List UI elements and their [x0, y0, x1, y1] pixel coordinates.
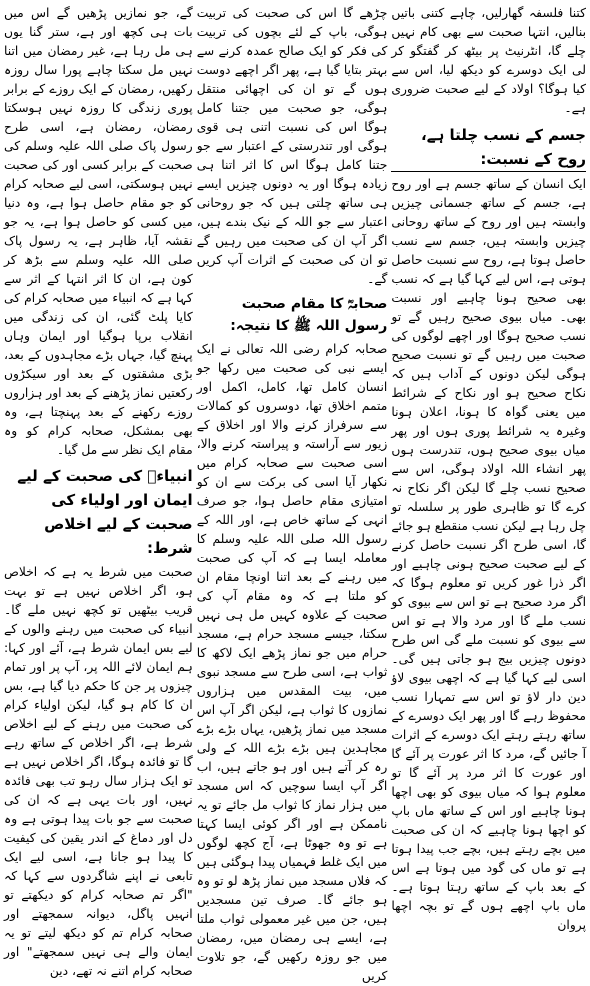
paragraph-middle-main: صحابہ کرام رضی اللہ تعالی نے ایک ایسے نبی کی صحبت میں رکھا جو انسان کامل تھا، کامل، اکمل اور متمم اخلاق تھا، دوسروں کو کمالات سے سرفراز کرنے والا اور اخلاق کے زیور سے آراستہ و پیراستہ کرنے والا، اسی صحبت سے صحابہ کرام میں نکھار آیا اسی کی برکت سے ان کو امتیازی مقام حاصل ہوا، جو صرف انہی کے ساتھ خاص ہے، اور اللہ کے رسول اللہ صلی اللہ علیہ وسلم کا معاملہ ایسا ہے کہ آپ کی صحبت میں رہنے کے بعد اتنا اونچا مقام ان کو ملتا ہے کہ وہ مقام آپ کی صحبت کے علاوہ کہیں مل ہی نہیں سکتا، جیسے مسجد حرام ہے، مسجد حرام میں جو نماز پڑھے ایک لاکھ کا ثواب ہے، اسی طرح سے مسجد نبوی میں، بیت المقدس میں ہزاروں نمازوں کا ثواب ہے، لیکن اگر آپ اس مسجد میں نماز پڑھیں، یہاں بڑے بڑے مجاہدین ہیں بڑے بڑے اللہ کے ولی رہ کر آتے ہیں اور ہو جاتے ہیں، اب اگر آپ ایسا سوچیں کہ اس مسجد میں ہزار نماز کا ثواب مل جائے تو یہ ناممکن ہے اور اگر کوئی ایسا کہتا ہے تو وہ جھوٹا ہے، آج کچھ لوگوں میں ایک غلط فہمیاں پیدا ہوگئی ہیں کہ فلاں مسجد میں نماز پڑھ لو تو وہ ہو جائے گا۔ صرف تین مسجدیں ہیں، جن میں غیر معمولی ثواب ملتا ہے، ایسے ہی رمضان میں، رمضان میں جو روزہ رکھیں گے، جو تلاوت کریں: [196, 342, 388, 983]
column-middle: [196, 4, 388, 983]
paragraph-middle-top: چڑھے گا اس کی صحبت کی تربیت ہوگی، باپ کے لئے بچوں کی تربیت کی فکر کو ایک صالح عمدہ کرنے سے بہتر بتایا گیا ہے، پھر اگر اچھے دوست ہوں گے تو ان کی اچھائی منتقل ہوگی، جو صحبت میں جتنا کامل ہوگا اس کی نسبت اتنی ہی قوی ہوگی اور تندرستی کے اعتبار سے جو جتنا کامل ہوگا اس کا اثر اتنا ہی زیادہ ہوگا اور یہ دونوں چیزیں ایسے ہی ساتھ چلتی ہیں کہ جو روحانی اعتبار سے جو اللہ کے نیک بندے ہیں، اگر آپ ان کی صحبت میں رہیں گے تو ان کی صحبت کے اثرات آپ کریں گے۔: [196, 6, 388, 286]
paragraph-right-main: ایک انسان کے ساتھ جسم ہے اور روح ہے، جسم کے ساتھ جسمانی چیزیں وابستہ ہیں اور روح کے ساتھ روحانی چیزیں وابستہ ہیں، جسم سے نسب حاصل ہوتا ہے، روح سے نسبت حاصل ہوتی ہے، اس لیے کہا گیا ہے کہ نسب بھی صحیح ہونا چاہیے اور نسبت بھی۔ میاں بیوی صحیح رہیں گے تو نسب صحیح ہوگا اور اچھے لوگوں کی صحبت میں رہیں گے تو نسبت صحیح ہوگی لیکن دونوں کے آداب ہیں کہ نکاح صحیح ہو اور نکاح کے شرائط میں یعنی گواہ کا ہونا، اعلان ہونا وغیرہ یہ شرائط پوری ہوں اور پھر میاں بیوی صحیح ہوں، تندرست ہوں پھر انشاء اللہ اولاد ہوگی، اس سے صحیح نسب چلے گا لیکن اگر نکاح نہ کرے گا تو ظاہری طور پر سلسلہ تو چل رہا ہے لیکن نسب منقطع ہو جائے گا، اسی طرح اگر نسبت حاصل کرنے کے لیے صحبت صحیح ہونی چاہیے اور اگر ذرا غور کریں تو معلوم ہوگا کہ اگر مرد صحیح ہے تو اس سے بیوی کو نسب ملے گا اور مرد والا ہے تو اس سے بیوی کو نسبت ملے گی اس طرح دونوں چیزیں بیج ہو جاتی ہیں گی۔ اسی لیے کہا گیا ہے کہ اچھی بیوی لاؤ دین دار لاؤ تو اس سے تمہارا نسب محفوظ رہے گا اور پھر ایک دوسرے کے ساتھ رہتے رہتے ایک دوسرے کے اثرات آ جائیں گے، مرد کا اثر عورت پر آئے گا اور عورت کا اثر مرد پر آئے گا تو معلوم ہوا کہ میاں بیوی کو بھی اچھا ہونا چاہیے اور اس کے ساتھ ماں باپ کو اچھا ہونا چاہیے کہ ان کی صحبت میں بچے رہتے ہیں، بچے جب پیدا ہوتا ہے تو ماں کی گود میں ہوتا ہے اس کے بعد باپ کے ساتھ رہتا ہوتا ہے۔ ماں باپ اچھے ہوں گے تو بچہ اچھا پروان: [391, 177, 586, 932]
section-heading-body-soul: جسم کے نسب چلتا ہے، روح کے نسبت:: [391, 123, 586, 172]
column-right: [391, 4, 586, 932]
section-heading-prophets-saints: انبیاءؑ کی صحبت کے لیے ایمان اور اولیاء کی صحبت کے لیے اخلاص شرط:: [17, 467, 193, 557]
paragraph-left-top: گے، جو نمازیں پڑھیں گے اس میں بات ہی کچھ اور ہے، ستر گنا یوں ہی مل رہا ہے، غیر رمضان میں اتنا نہیں مل سکتا چاہے پورا سال روزہ رکھیں، رمضان کے ایک روزے کے برابر پوری زندگی کا روزہ نہیں ہوسکتا رمضان، رمضان ہے، اسی طرح رسول پاک صلی اللہ علیہ وسلم کی صحبت کے برابر کسی اور کی صحبت نہیں ہوسکتی، اسی لیے صحابہ کرام کو جو مقام حاصل ہوا ہے، وہ دنیا میں کسی کو حاصل ہوا ہے، یہ جو نقشہ آیا، ظاہر ہے، یہ رسول پاک صلی اللہ علیہ وسلم سے بڑھ کر کون ہے، ان کا اثر انتہا کے اثر سے کہا ہے کہ انبیاء میں صحابہ کرام کی کایا پلٹ گئی، ان کی زندگی میں انقلاب برپا ہوگیا اور ایمان وہاں پہنچ گیا، جہاں بڑے مجاہدوں کے بعد، بڑی مشقتوں کے بعد اور سیکڑوں رکعتیں نماز پڑھنے کے بعد اور ہزاروں روزے رکھنے کے بعد پہنچتا ہے، وہ بھی بمشکل، صحابہ کرام کو وہ مقام ایک نظر سے مل گیا۔: [4, 6, 193, 457]
paragraph-left-main: صحبت میں شرط یہ ہے کہ اخلاص ہو، اگر اخلاص نہیں ہے تو بہت قریب بیٹھیں تو کچھ نہیں ملے گا۔ انبیاء کی صحبت میں رہنے والوں کے لیے بس ایمان شرط ہے، آئے اور کہا: ہم ایمان لائے اللہ پر، آپ پر اور تمام چیزوں پر جن کا حکم دیا گیا ہے، بس ان کا کام ہو گیا، لیکن اولیاء کرام کی صحبت میں رہنے کے لیے اخلاص شرط ہے، اگر اخلاص کے ساتھ رہے گا تو فائدہ ہوگا، اگر اخلاص نہیں ہے تو ایک ہزار سال رہو تب بھی فائدہ نہیں، اور بات یہی ہے کہ ان کی صحبت سے جو بات پیدا ہوتی ہے وہ دل اور دماغ کے اندر یقین کی کیفیت کا پیدا ہو جانا ہے، اسی لیے ایک تابعی نے اپنے شاگردوں سے کہا کہ "اگر تم صحابہ کرام کو دیکھتے تو انہیں پاگل، دیوانہ سمجھتے اور صحابہ کرام تم کو دیکھ لیتے تو یہ ایمان والے ہی نہیں سمجھتے" اور صحابہ کرام اتنے نہ تھے، دین: [4, 565, 193, 978]
paragraph-right-top: کتنا فلسفہ گھارلیں، چاہے کتنی باتیں بنالیں، انتہا صحبت سے بھی کام نہیں چلے گا، انٹرنیٹ پر بیٹھ کر گفتگو کر لی ایک دوسرے کو دیکھ لیا، اس سے کیا ہوگا؟ اولاد کے لیے صحبت ضروری ہے۔: [391, 6, 586, 115]
column-left: [4, 4, 193, 978]
section-heading-companions: صحابہؓ کا مقام صحبت رسول اللہ ﷺ کا نتیجہ:: [230, 296, 388, 334]
